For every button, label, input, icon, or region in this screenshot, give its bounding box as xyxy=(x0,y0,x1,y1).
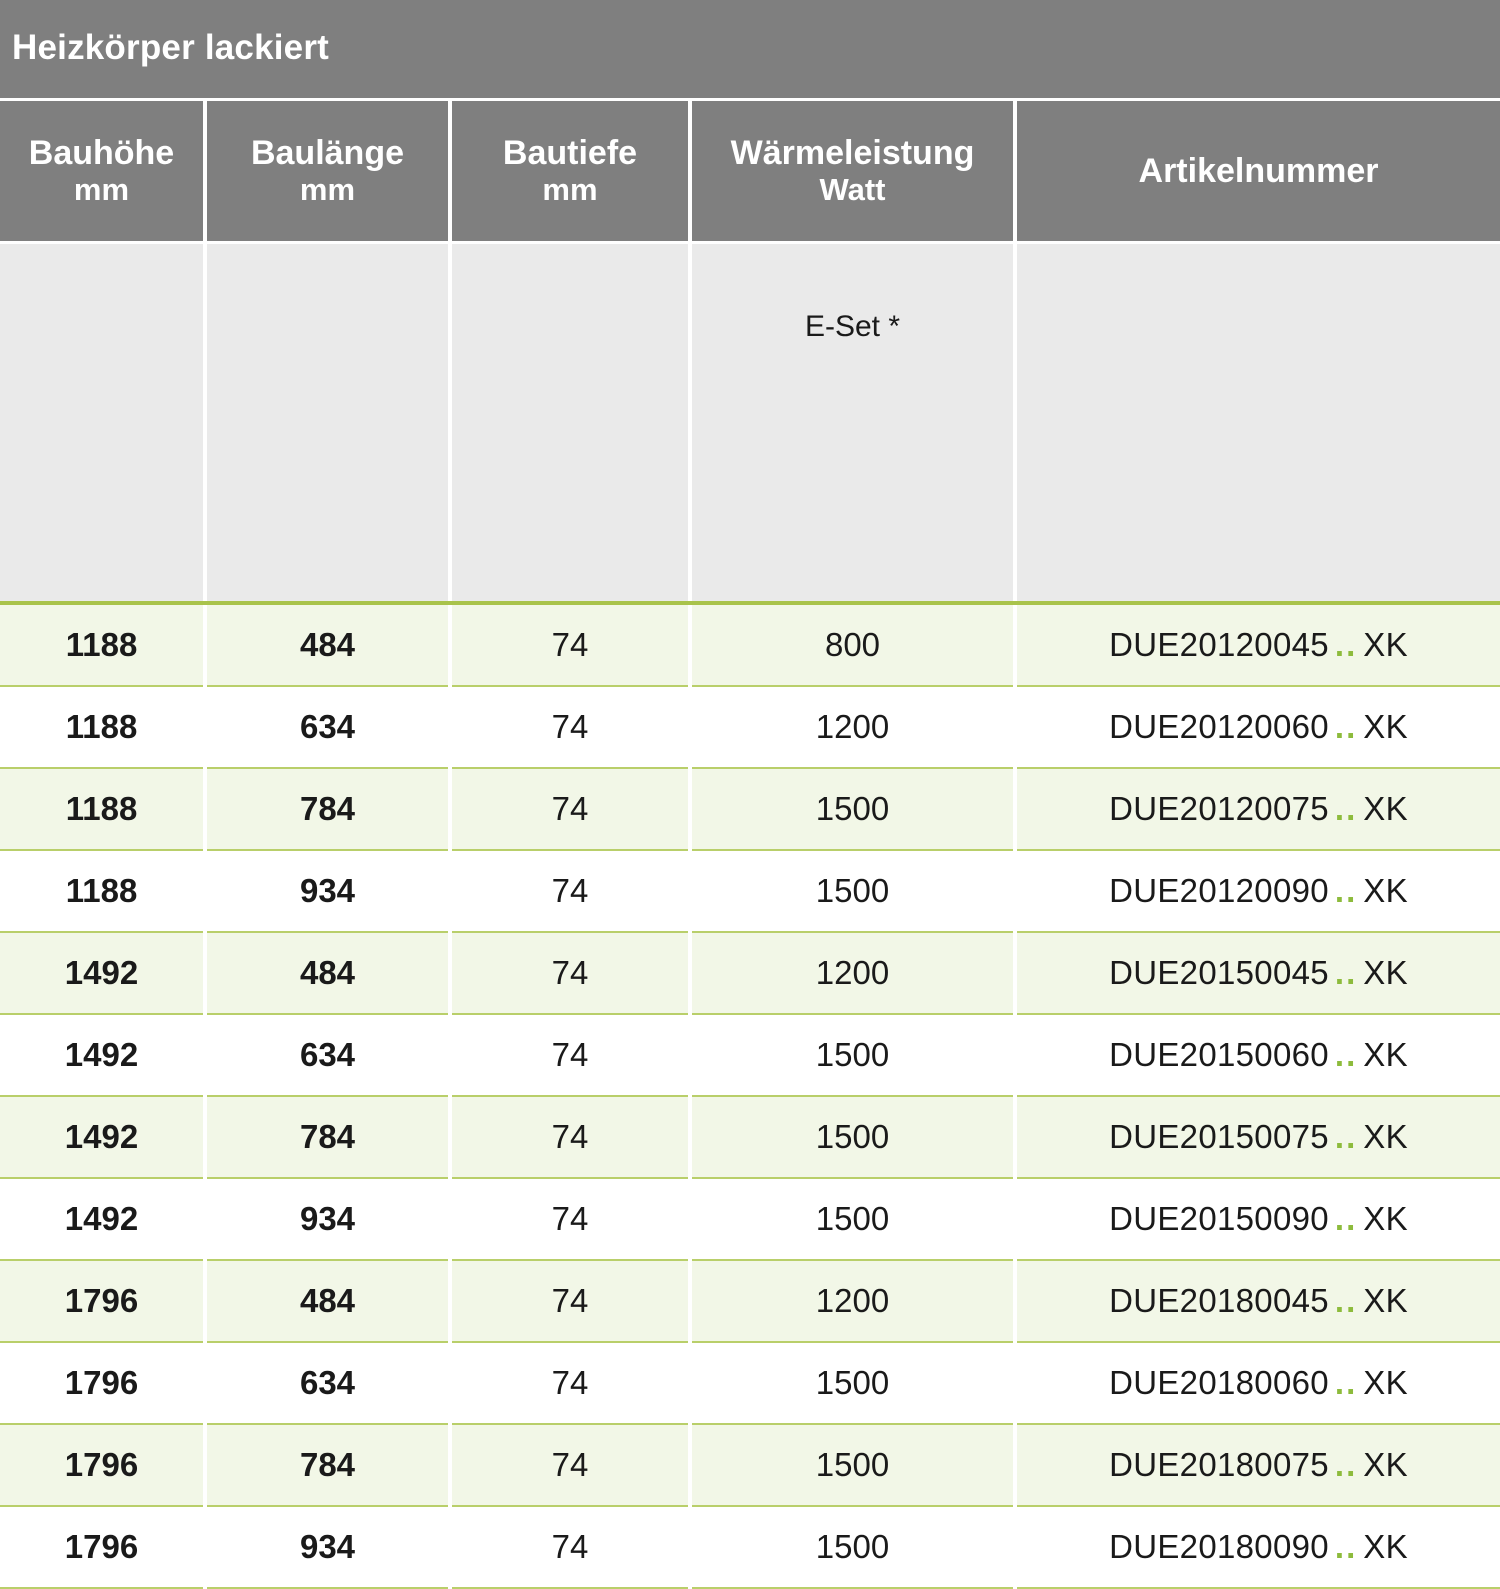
artikelnummer-prefix: DUE20120075 xyxy=(1109,790,1329,827)
artikelnummer-suffix: XK xyxy=(1363,954,1408,991)
artikelnummer-suffix: XK xyxy=(1363,872,1408,909)
artikelnummer-prefix: DUE20180045 xyxy=(1109,1282,1329,1319)
artikelnummer-prefix: DUE20120045 xyxy=(1109,626,1329,663)
column-header-baulaenge-label: Baulänge xyxy=(250,133,405,172)
cell-artikelnummer xyxy=(1015,768,1500,850)
artikelnummer-color-dots: .. xyxy=(1334,1200,1358,1237)
artikelnummer-color-dots: .. xyxy=(1334,1528,1358,1565)
column-header-bautiefe-label: Bautiefe xyxy=(502,133,638,172)
column-header-artikelnummer-label: Artikelnummer xyxy=(1138,151,1379,190)
table-row xyxy=(0,932,1500,1014)
artikelnummer-suffix: XK xyxy=(1363,708,1408,745)
table-row xyxy=(0,850,1500,932)
artikelnummer-color-dots: .. xyxy=(1334,954,1358,991)
artikelnummer-prefix: DUE20150090 xyxy=(1109,1200,1329,1237)
artikelnummer-color-dots: .. xyxy=(1334,708,1358,745)
table-row xyxy=(0,603,1500,686)
cell-bautiefe: 74 xyxy=(450,1342,690,1424)
cell-bautiefe: 74 xyxy=(450,1014,690,1096)
artikelnummer-suffix: XK xyxy=(1363,1528,1408,1565)
artikelnummer-color-dots: .. xyxy=(1334,1118,1358,1155)
cell-artikelnummer xyxy=(1015,1178,1500,1260)
column-header-waermeleistung xyxy=(690,100,1015,243)
cell-bautiefe: 74 xyxy=(450,603,690,686)
table-row xyxy=(0,1014,1500,1096)
column-header-bauhoehe-label: Bauhöhe xyxy=(28,133,175,172)
cell-waermeleistung: 1500 xyxy=(690,1342,1015,1424)
cell-bauhoehe: 1188 xyxy=(0,768,205,850)
cell-bautiefe: 74 xyxy=(450,1096,690,1178)
cell-bauhoehe: 1492 xyxy=(0,932,205,1014)
table-title-row xyxy=(0,0,1500,100)
cell-bauhoehe: 1492 xyxy=(0,1014,205,1096)
table-row xyxy=(0,768,1500,850)
cell-bauhoehe: 1492 xyxy=(0,1178,205,1260)
table-row xyxy=(0,1424,1500,1506)
cell-artikelnummer xyxy=(1015,850,1500,932)
cell-baulaenge: 634 xyxy=(205,1342,450,1424)
cell-bautiefe: 74 xyxy=(450,686,690,768)
artikelnummer-suffix: XK xyxy=(1363,1364,1408,1401)
artikelnummer-color-dots: .. xyxy=(1334,872,1358,909)
artikelnummer-prefix: DUE20180090 xyxy=(1109,1528,1329,1565)
table-body xyxy=(0,603,1500,1588)
cell-waermeleistung: 1500 xyxy=(690,1506,1015,1588)
column-header-bautiefe-unit: mm xyxy=(542,171,598,207)
cell-waermeleistung: 1500 xyxy=(690,1424,1015,1506)
artikelnummer-prefix: DUE20150075 xyxy=(1109,1118,1329,1155)
cell-bauhoehe: 1188 xyxy=(0,686,205,768)
table-title: Heizkörper lackiert xyxy=(0,0,1500,100)
artikelnummer-suffix: XK xyxy=(1363,1118,1408,1155)
column-header-waermeleistung-unit: Watt xyxy=(819,171,886,207)
cell-bauhoehe: 1188 xyxy=(0,850,205,932)
cell-artikelnummer xyxy=(1015,1096,1500,1178)
cell-bautiefe: 74 xyxy=(450,1506,690,1588)
artikelnummer-color-dots: .. xyxy=(1334,1446,1358,1483)
cell-baulaenge: 484 xyxy=(205,1260,450,1342)
table-row xyxy=(0,1506,1500,1588)
cell-artikelnummer xyxy=(1015,932,1500,1014)
artikelnummer-color-dots: .. xyxy=(1334,790,1358,827)
artikelnummer-prefix: DUE20180060 xyxy=(1109,1364,1329,1401)
subheader-bautiefe xyxy=(450,243,690,604)
cell-baulaenge: 934 xyxy=(205,1178,450,1260)
table-row xyxy=(0,1178,1500,1260)
cell-bautiefe: 74 xyxy=(450,1424,690,1506)
table-subheader-row xyxy=(0,243,1500,604)
cell-bauhoehe: 1492 xyxy=(0,1096,205,1178)
cell-bautiefe: 74 xyxy=(450,768,690,850)
cell-bauhoehe: 1796 xyxy=(0,1342,205,1424)
table-row xyxy=(0,1260,1500,1342)
cell-baulaenge: 784 xyxy=(205,768,450,850)
artikelnummer-color-dots: .. xyxy=(1334,1036,1358,1073)
cell-waermeleistung: 1500 xyxy=(690,1014,1015,1096)
column-header-bauhoehe-unit: mm xyxy=(73,171,130,207)
subheader-eset: E-Set * xyxy=(690,243,1015,604)
artikelnummer-suffix: XK xyxy=(1363,1036,1408,1073)
cell-baulaenge: 934 xyxy=(205,850,450,932)
column-header-waermeleistung-label: Wärmeleistung xyxy=(730,133,975,172)
artikelnummer-prefix: DUE20150060 xyxy=(1109,1036,1329,1073)
column-header-artikelnummer xyxy=(1015,100,1500,243)
cell-bautiefe: 74 xyxy=(450,932,690,1014)
cell-bauhoehe: 1796 xyxy=(0,1424,205,1506)
cell-baulaenge: 484 xyxy=(205,932,450,1014)
artikelnummer-suffix: XK xyxy=(1363,626,1408,663)
cell-waermeleistung: 1500 xyxy=(690,1096,1015,1178)
cell-waermeleistung: 1200 xyxy=(690,686,1015,768)
artikelnummer-suffix: XK xyxy=(1363,1200,1408,1237)
artikelnummer-prefix: DUE20150045 xyxy=(1109,954,1329,991)
cell-baulaenge: 634 xyxy=(205,1014,450,1096)
artikelnummer-suffix: XK xyxy=(1363,1282,1408,1319)
artikelnummer-suffix: XK xyxy=(1363,790,1408,827)
cell-bautiefe: 74 xyxy=(450,850,690,932)
table-row xyxy=(0,1342,1500,1424)
column-header-bauhoehe xyxy=(0,100,205,243)
artikelnummer-prefix: DUE20120060 xyxy=(1109,708,1329,745)
cell-artikelnummer xyxy=(1015,1260,1500,1342)
artikelnummer-color-dots: .. xyxy=(1334,626,1358,663)
cell-baulaenge: 634 xyxy=(205,686,450,768)
cell-bautiefe: 74 xyxy=(450,1178,690,1260)
cell-bauhoehe: 1796 xyxy=(0,1260,205,1342)
cell-artikelnummer xyxy=(1015,1342,1500,1424)
cell-artikelnummer xyxy=(1015,1506,1500,1588)
artikelnummer-suffix: XK xyxy=(1363,1446,1408,1483)
artikelnummer-color-dots: .. xyxy=(1334,1364,1358,1401)
table-row xyxy=(0,1096,1500,1178)
cell-baulaenge: 484 xyxy=(205,603,450,686)
subheader-bauhoehe xyxy=(0,243,205,604)
column-header-bautiefe xyxy=(450,100,690,243)
cell-waermeleistung: 1500 xyxy=(690,768,1015,850)
cell-artikelnummer xyxy=(1015,603,1500,686)
table-header-row xyxy=(0,100,1500,243)
cell-waermeleistung: 1500 xyxy=(690,1178,1015,1260)
cell-bauhoehe: 1188 xyxy=(0,603,205,686)
subheader-baulaenge xyxy=(205,243,450,604)
table-row xyxy=(0,686,1500,768)
cell-waermeleistung: 1500 xyxy=(690,850,1015,932)
artikelnummer-prefix: DUE20180075 xyxy=(1109,1446,1329,1483)
cell-artikelnummer xyxy=(1015,1424,1500,1506)
cell-baulaenge: 784 xyxy=(205,1096,450,1178)
cell-waermeleistung: 1200 xyxy=(690,1260,1015,1342)
cell-bautiefe: 74 xyxy=(450,1260,690,1342)
cell-bauhoehe: 1796 xyxy=(0,1506,205,1588)
cell-artikelnummer xyxy=(1015,1014,1500,1096)
cell-waermeleistung: 800 xyxy=(690,603,1015,686)
column-header-baulaenge-unit: mm xyxy=(299,171,356,207)
artikelnummer-color-dots: .. xyxy=(1334,1282,1358,1319)
cell-baulaenge: 784 xyxy=(205,1424,450,1506)
cell-baulaenge: 934 xyxy=(205,1506,450,1588)
column-header-baulaenge xyxy=(205,100,450,243)
subheader-artikelnummer xyxy=(1015,243,1500,604)
artikelnummer-prefix: DUE20120090 xyxy=(1109,872,1329,909)
cell-waermeleistung: 1200 xyxy=(690,932,1015,1014)
cell-artikelnummer xyxy=(1015,686,1500,768)
